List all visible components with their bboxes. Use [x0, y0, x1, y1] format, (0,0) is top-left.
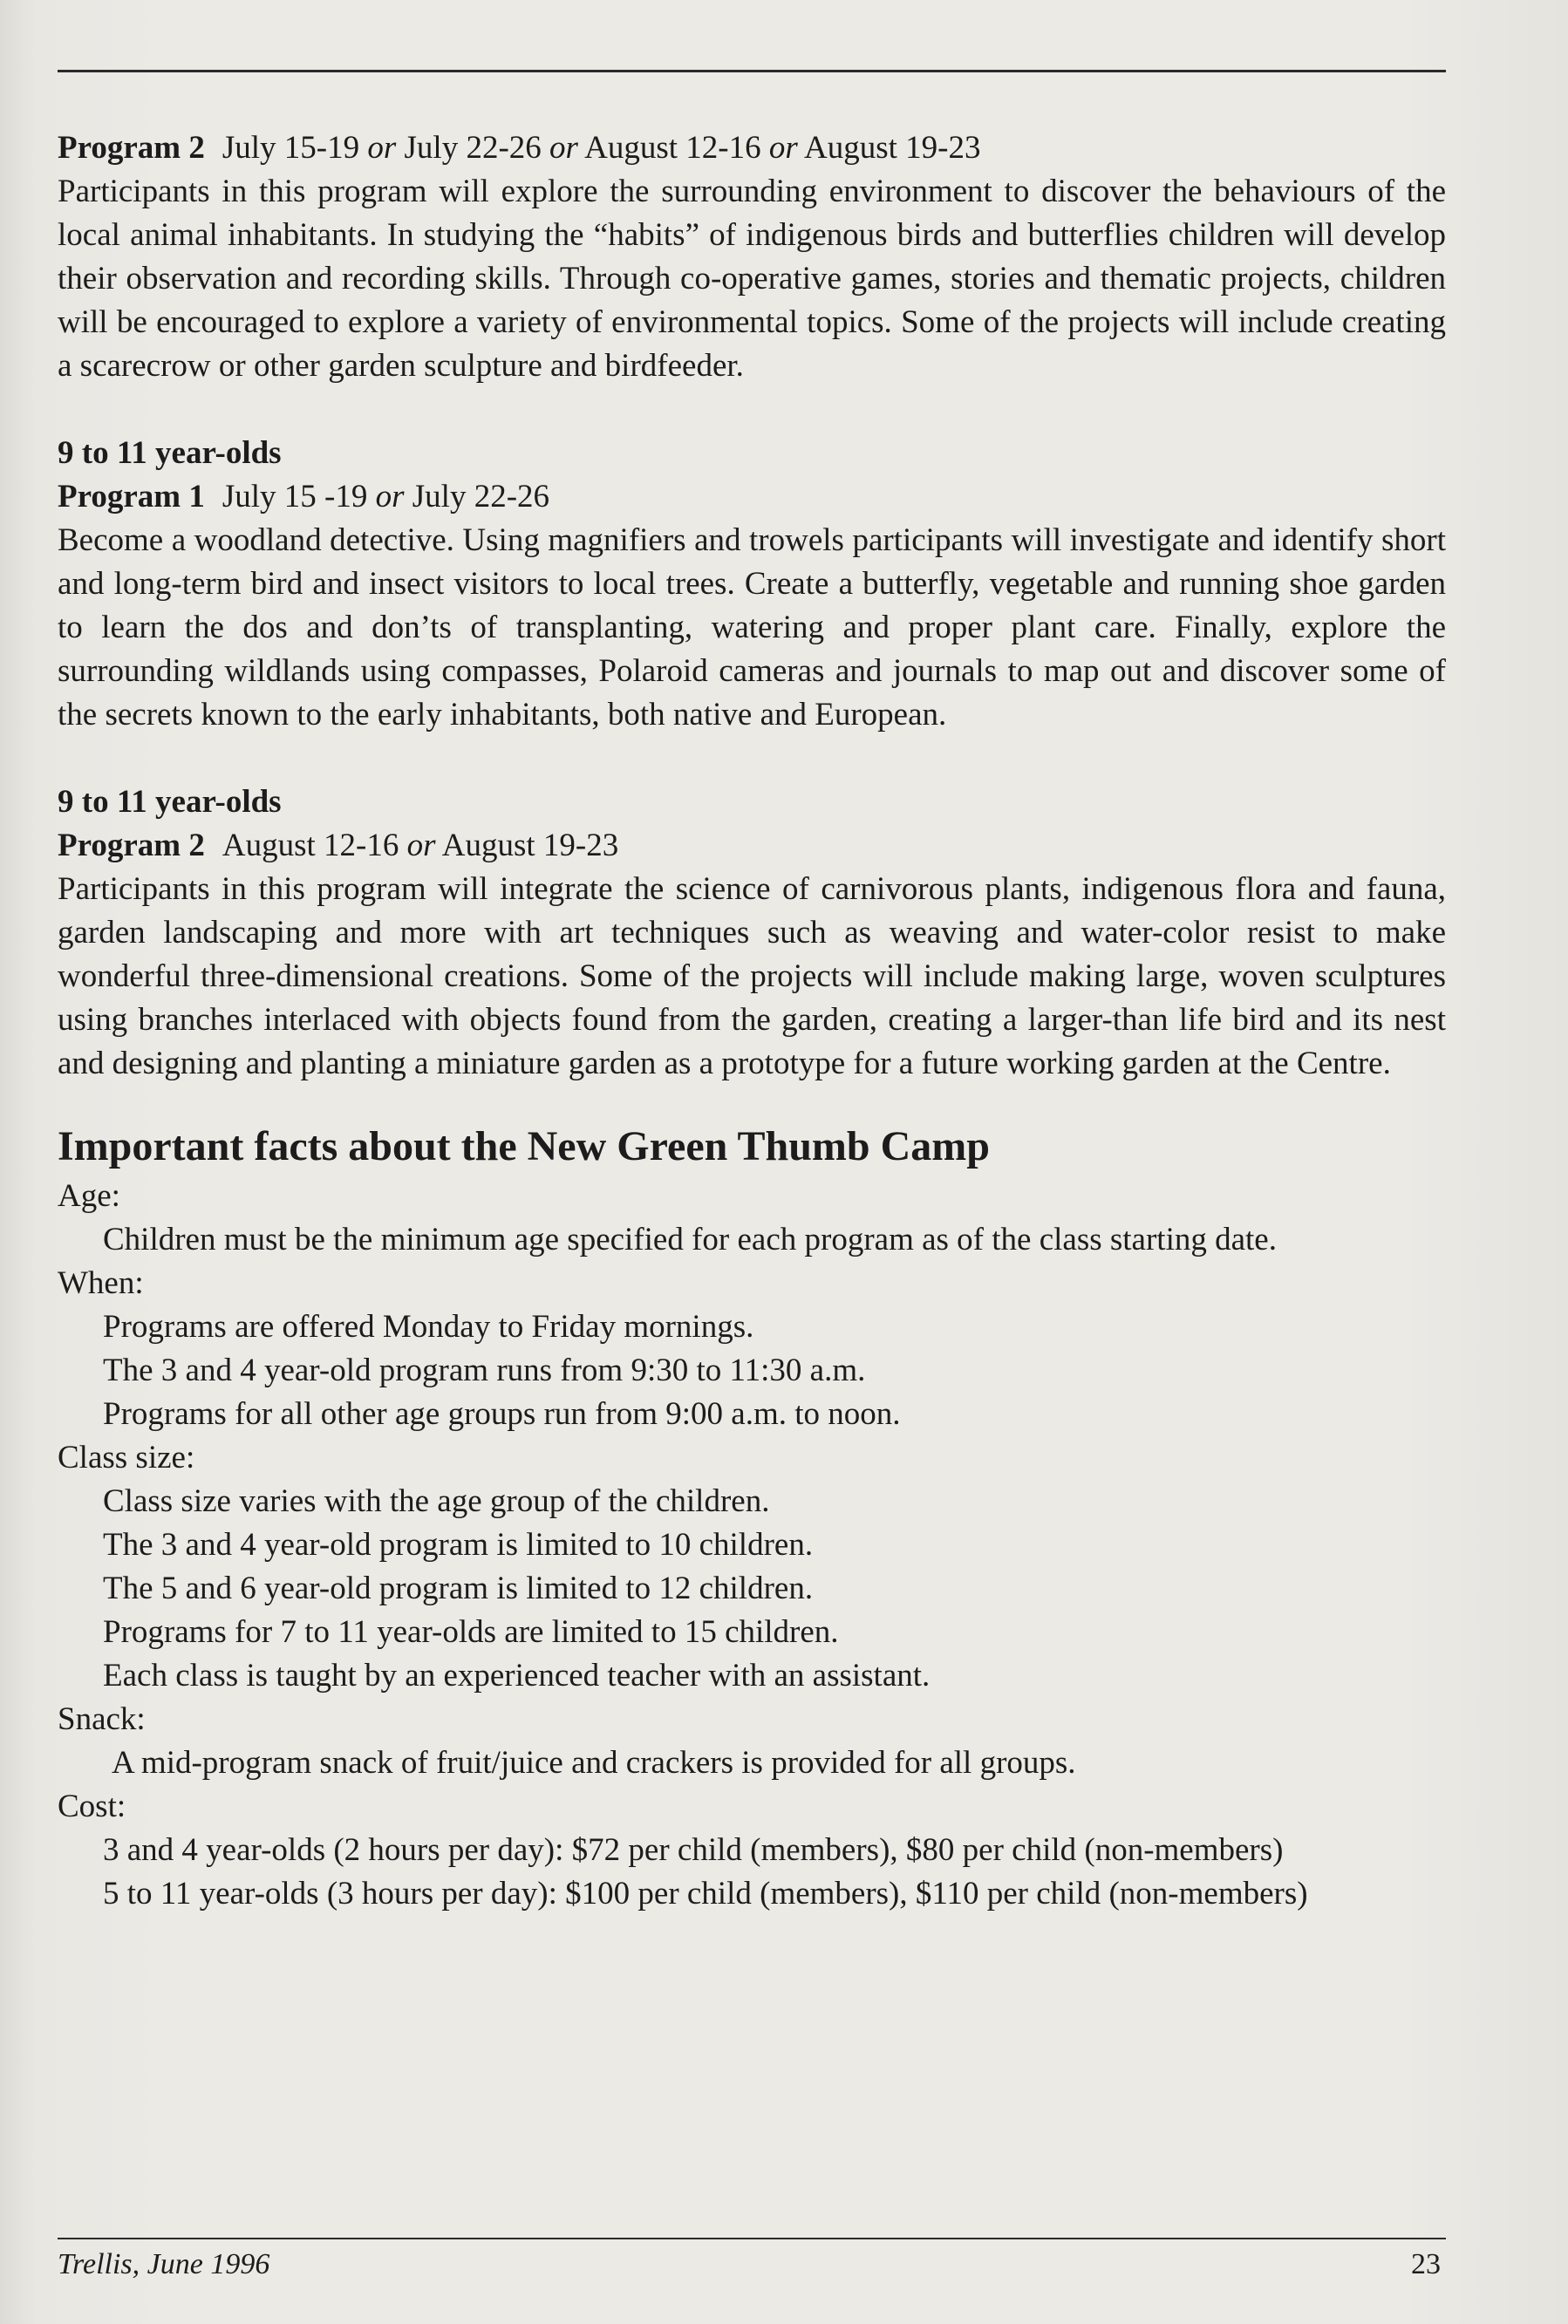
- facts-cost: [58, 1785, 1446, 1916]
- fact-label: Class size:: [58, 1440, 195, 1476]
- fact-line: 5 to 11 year-olds (3 hours per day): $100 per child (members), $110 per child (non-members): [103, 1876, 1308, 1912]
- program-description: Become a woodland detective. Using magnifiers and trowels participants will investigate and identify short and long-term bird and insect visitors to local trees. Create a butterfly, vegetable and running shoe garden to learn the dos and don’ts of transplanting, watering and proper plant care. Finally, explore the surrounding wildlands using compasses, Polaroid cameras and journals to map out and discover some of the secrets known to the early inhabitants, both native and European.: [58, 522, 1446, 733]
- date-range: July 15 -19: [222, 479, 368, 515]
- facts-class-size: [58, 1436, 1446, 1698]
- fact-label: When:: [58, 1265, 144, 1301]
- date-range: July 15-19: [222, 130, 360, 166]
- date-separator: or: [367, 130, 397, 166]
- fact-label: Snack:: [58, 1701, 146, 1737]
- date-separator: or: [406, 828, 436, 863]
- date-range: August 19-23: [804, 130, 981, 166]
- fact-line: Class size varies with the age group of the children.: [103, 1483, 770, 1519]
- program-heading: [58, 126, 1446, 170]
- program-title: Program 2: [58, 828, 205, 863]
- top-rule: [58, 70, 1446, 72]
- date-separator: or: [768, 130, 798, 166]
- fact-line: Programs for 7 to 11 year-olds are limited to 15 children.: [103, 1614, 839, 1650]
- fact-line: Programs for all other age groups run from 9:00 a.m. to noon.: [103, 1396, 901, 1432]
- facts-age: [58, 1175, 1446, 1262]
- program-section: [58, 780, 1446, 1086]
- fact-line: Children must be the minimum age specified for each program as of the class starting date.: [103, 1222, 1277, 1257]
- facts-when: [58, 1262, 1446, 1436]
- program-description: Participants in this program will explore the surrounding environment to discover the behaviours of the local animal inhabitants. In studying the “habits” of indigenous birds and butterflies children will develop their observation and recording skills. Through co-operative games, stories and thematic projects, children will be encouraged to explore a variety of environmental topics. Some of the projects will include creating a scarecrow or other garden sculpture and birdfeeder.: [58, 174, 1446, 384]
- program-section: [58, 432, 1446, 737]
- program-heading: [58, 475, 1446, 519]
- program-section: [58, 126, 1446, 388]
- facts-snack: [58, 1698, 1446, 1785]
- program-heading: [58, 824, 1446, 868]
- date-range: July 22-26: [404, 130, 542, 166]
- facts-heading: Important facts about the New Green Thumb Camp: [58, 1123, 990, 1169]
- date-range: July 22-26: [412, 479, 550, 515]
- fact-label: Cost:: [58, 1789, 126, 1824]
- fact-line: The 5 and 6 year-old program is limited to 12 children.: [103, 1571, 814, 1606]
- program-title: Program 2: [58, 130, 205, 166]
- main-content: [58, 126, 1446, 1916]
- fact-line: 3 and 4 year-olds (2 hours per day): $72 per child (members), $80 per child (non-members): [103, 1832, 1284, 1868]
- program-title: Program 1: [58, 479, 205, 515]
- fact-line: A mid-program snack of fruit/juice and crackers is provided for all groups.: [112, 1745, 1076, 1781]
- footer-publication: Trellis, June 1996: [58, 2248, 270, 2280]
- age-group-heading: 9 to 11 year-olds: [58, 435, 282, 471]
- bottom-rule: [58, 2238, 1446, 2239]
- page-number: 23: [1411, 2248, 1441, 2280]
- age-group-heading: 9 to 11 year-olds: [58, 784, 282, 820]
- fact-line: Each class is taught by an experienced teacher with an assistant.: [103, 1658, 931, 1694]
- program-dates: [222, 479, 549, 515]
- date-range: August 12-16: [222, 828, 399, 863]
- fact-line: The 3 and 4 year-old program is limited to 10 children.: [103, 1527, 814, 1563]
- date-range: August 19-23: [441, 828, 619, 863]
- date-separator: or: [549, 130, 578, 166]
- fact-line: The 3 and 4 year-old program runs from 9:30 to 11:30 a.m.: [103, 1353, 866, 1388]
- program-description: Participants in this program will integrate the science of carnivorous plants, indigenous flora and fauna, garden landscaping and more with art techniques such as weaving and water-color resist to make wonderful three-dimensional creations. Some of the projects will include making large, woven sculptures using branches interlaced with objects found from the garden, creating a larger-than life bird and its nest and designing and planting a miniature garden as a prototype for a future working garden at the Centre.: [58, 871, 1446, 1081]
- fact-line: Programs are offered Monday to Friday mornings.: [103, 1309, 754, 1345]
- fact-label: Age:: [58, 1178, 120, 1214]
- date-range: August 12-16: [584, 130, 761, 166]
- program-dates: [222, 130, 981, 166]
- program-dates: [222, 828, 618, 863]
- date-separator: or: [375, 479, 405, 515]
